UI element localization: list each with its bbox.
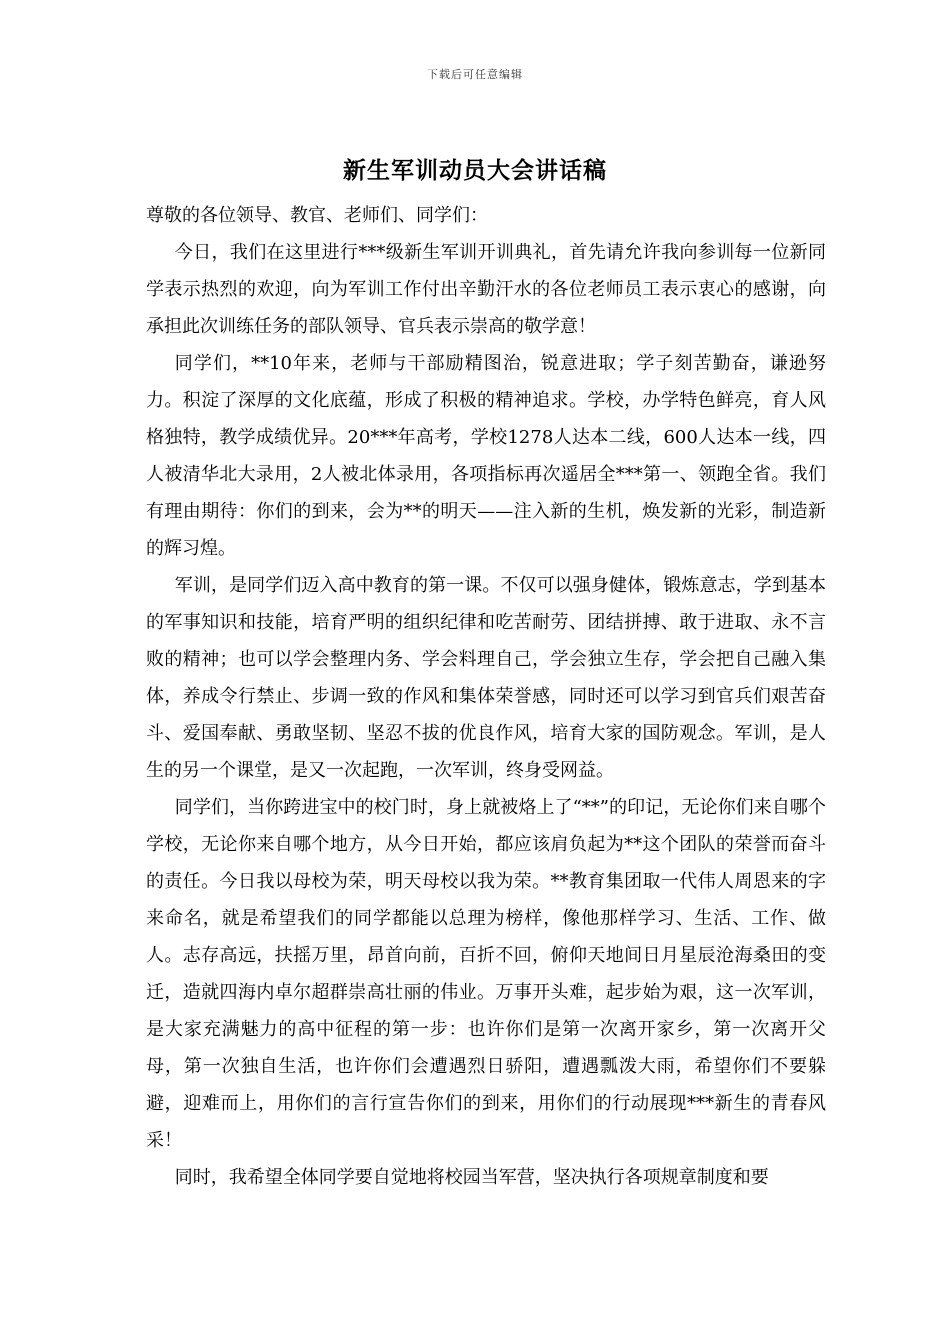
page-header-note: 下载后可任意编辑	[427, 68, 523, 81]
paragraph-requirements: 同时，我希望全体同学要自觉地将校园当军营，坚决执行各项规章制度和要	[174, 1167, 769, 1188]
document-title: 新生军训动员大会讲话稿	[343, 157, 607, 184]
paragraph-military-training: 军训，是同学们迈入高中教育的第一课。不仅可以强身健体，锻炼意志，学到基本的军事知识和技能，培育严明的组织纪律和吃苦耐劳、团结拼搏、敢于进取、永不言败的精神；也可以学会整理内务、学会料理自己，学会独立生存，学会把自己融入集体，养成令行禁止、步调一致的作风和集体荣誉感，同时还可以学习到官兵们艰苦奋斗、爱国奉献、勇敢坚韧、坚忍不拔的优良作风，培育大家的国防观念。军训，是人生的另一个课堂，是又一次起跑，一次军训，终身受网益。	[146, 575, 826, 781]
salutation: 尊敬的各位领导、教官、老师们、同学们：	[146, 205, 488, 226]
paragraph-welcome: 今日，我们在这里进行***级新生军训开训典礼，首先请允许我向参训每一位新同学表示热烈的欢迎，向为军训工作付出辛勤汗水的各位老师员工表示衷心的感谢，向承担此次训练任务的部队领导、官兵表示崇高的敬学意！	[146, 242, 826, 337]
document-body	[146, 197, 826, 1196]
paragraph-school-achievements: 同学们，**10年来，老师与干部励精图治，锐意进取；学子刻苦勤奋，谦逊努力。积淀了深厚的文化底蕴，形成了积极的精神追求。学校，办学特色鲜亮，育人风格独特，教学成绩优异。20***年高考，学校1278人达本二线，600人达本一线，四人被清华北大录用，2人被北体录用，各项指标再次遥居全***第一、领跑全省。我们有理由期待：你们的到来，会为**的明天——注入新的生机，焕发新的光彩，制造新的辉习煌。	[146, 353, 826, 559]
paragraph-expectations: 同学们，当你跨进宝中的校门时，身上就被烙上了“**”的印记，无论你们来自哪个学校，无论你来自哪个地方，从今日开始，都应该肩负起为**这个团队的荣誉而奋斗的责任。今日我以母校为荣，明天母校以我为荣。**教育集团取一代伟人周恩来的字来命名，就是希望我们的同学都能以总理为榜样，像他那样学习、生活、工作、做人。志存高远，扶摇万里，昂首向前，百折不回，俯仰天地间日月星辰沧海桑田的变迁，造就四海内卓尔超群崇高壮丽的伟业。万事开头难，起步始为艰，这一次军训，是大家充满魅力的高中征程的第一步：也许你们是第一次离开家乡，第一次离开父母，第一次独自生活，也许你们会遭遇烈日骄阳，遭遇瓢泼大雨，希望你们不要躲避，迎难而上，用你们的言行宣告你们的到来，用你们的行动展现***新生的青春风采！	[146, 797, 826, 1151]
